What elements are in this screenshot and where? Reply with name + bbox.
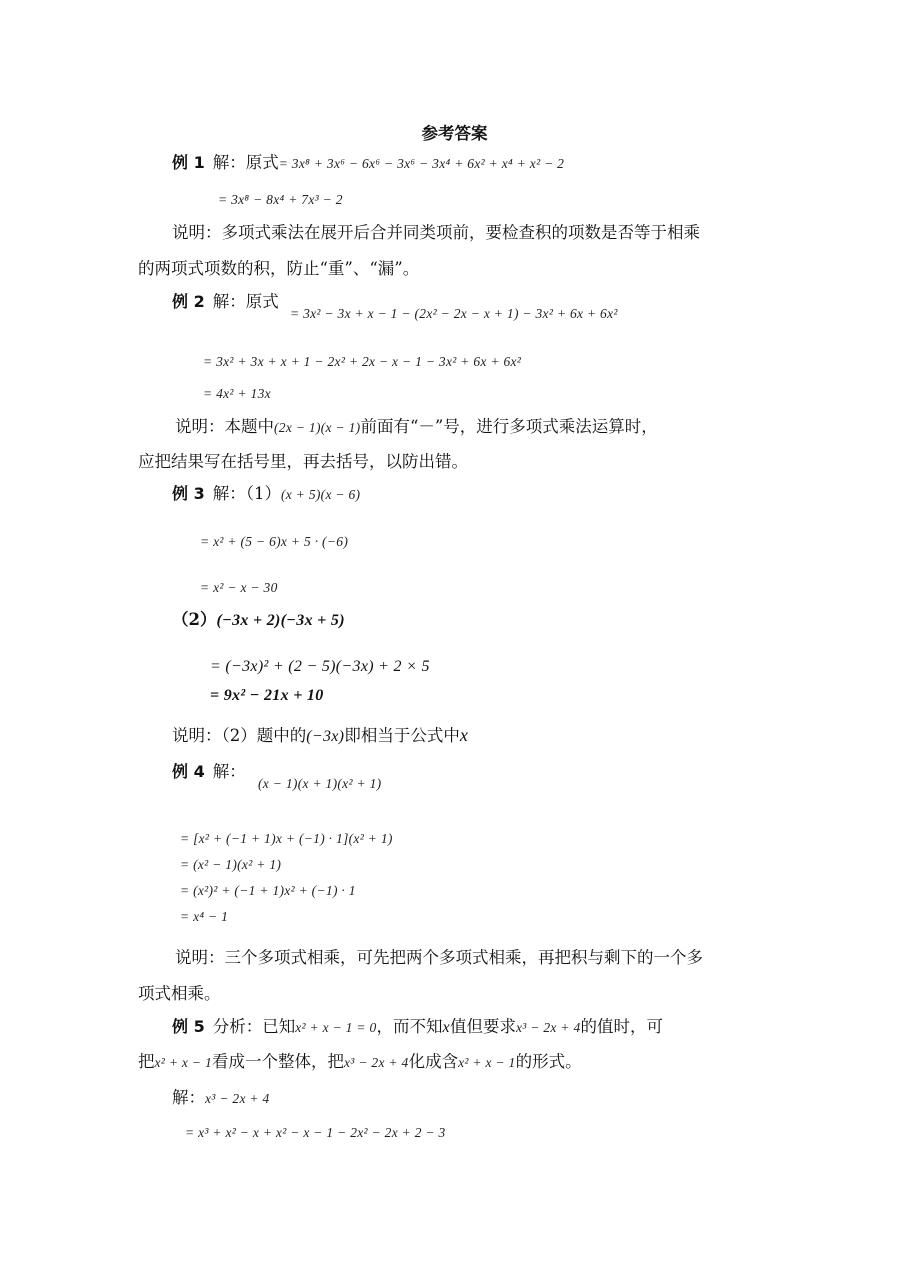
solution-prefix: 解： bbox=[172, 1088, 205, 1107]
solution-prefix: 解：原式 bbox=[212, 153, 279, 172]
math-expression: = (x² − 1)(x² + 1) bbox=[180, 857, 282, 872]
example-5-solution-line-1 bbox=[172, 1087, 270, 1110]
note-text: 前面有“－”号，进行多项式乘法运算时， bbox=[360, 417, 658, 436]
math-expression: x³ − 2x + 4 bbox=[515, 1020, 581, 1035]
page-title: 参考答案 bbox=[421, 124, 488, 143]
analysis-text: ，而不知 bbox=[376, 1017, 443, 1036]
example-4-note-line-2: 项式相乘。 bbox=[138, 984, 221, 1003]
example-label: 例 2 bbox=[172, 292, 205, 311]
math-expression: (x − 1)(x + 1)(x² + 1) bbox=[258, 776, 382, 791]
example-2-note-line-1 bbox=[175, 416, 658, 439]
example-2-line-1 bbox=[172, 291, 279, 313]
example-3-part-2 bbox=[172, 609, 345, 632]
note-text: 说明：本题中 bbox=[175, 417, 274, 436]
math-expression: (−3x) bbox=[306, 728, 345, 745]
example-3-part-1-step-1 bbox=[200, 530, 348, 553]
example-4-line-1 bbox=[172, 761, 246, 783]
math-variable: x bbox=[459, 725, 469, 745]
example-label: 例 1 bbox=[172, 153, 205, 172]
solution-prefix: 解：原式 bbox=[212, 292, 279, 311]
math-expression: x² + x − 1 = 0 bbox=[295, 1020, 377, 1035]
part-label: （2） bbox=[172, 610, 217, 629]
math-variable: x bbox=[442, 1019, 450, 1036]
math-expression: = (x²)² + (−1 + 1)x² + (−1) · 1 bbox=[180, 883, 356, 898]
math-expression: = 9x² − 21x + 10 bbox=[210, 687, 324, 704]
math-expression: = 3x⁸ − 8x⁴ + 7x³ − 2 bbox=[218, 192, 343, 207]
math-expression: = 3x⁸ + 3x⁶ − 6x⁶ − 3x⁶ − 3x⁴ + 6x² + x⁴ + x² − 2 bbox=[278, 156, 565, 171]
example-label: 例 4 bbox=[172, 762, 205, 781]
math-expression: = 3x² + 3x + x + 1 − 2x² + 2x − x − 1 − 3x² + 6x + 6x² bbox=[203, 354, 522, 369]
math-expression: x³ − 2x + 4 bbox=[205, 1091, 270, 1106]
solution-prefix: 解： bbox=[212, 762, 246, 781]
example-5-analysis-line-2 bbox=[138, 1051, 582, 1074]
example-3-line-1 bbox=[172, 483, 360, 506]
analysis-text: 看成一个整体，把 bbox=[212, 1052, 345, 1071]
example-2-note-line-2: 应把结果写在括号里，再去括号，以防出错。 bbox=[138, 452, 468, 471]
math-expression: (x + 5)(x − 6) bbox=[280, 487, 361, 502]
example-4-note-line-1: 说明：三个多项式相乘，可先把两个多项式相乘，再把积与剩下的一个多 bbox=[175, 948, 703, 967]
example-5-solution-line-2 bbox=[185, 1121, 446, 1144]
math-expression: x² + x − 1 bbox=[154, 1055, 213, 1070]
math-expression: (2x − 1)(x − 1) bbox=[274, 420, 361, 435]
note-text: 说明：（2）题中的 bbox=[172, 726, 307, 745]
math-expression: x² + x − 1 bbox=[458, 1055, 516, 1070]
math-expression: x³ − 2x + 4 bbox=[344, 1055, 409, 1070]
math-expression: = x⁴ − 1 bbox=[180, 909, 229, 924]
math-expression: = x² − x − 30 bbox=[200, 580, 278, 595]
example-1-line-2 bbox=[218, 188, 343, 211]
math-expression: = 3x² − 3x + x − 1 − (2x² − 2x − x + 1) − 3x² + 6x + 6x² bbox=[290, 306, 618, 321]
analysis-text: 的值时，可 bbox=[580, 1017, 663, 1036]
solution-prefix: 解：（1） bbox=[212, 484, 281, 503]
example-3-part-2-step-1 bbox=[210, 655, 430, 678]
math-expression: (−3x + 2)(−3x + 5) bbox=[216, 612, 345, 629]
math-expression: = [x² + (−1 + 1)x + (−1) · 1](x² + 1) bbox=[180, 831, 393, 846]
note-text: 即相当于公式中 bbox=[344, 726, 460, 745]
analysis-text: 分析：已知 bbox=[212, 1017, 296, 1036]
analysis-text: 值但要求 bbox=[449, 1017, 516, 1036]
example-4-step-1 bbox=[180, 827, 393, 850]
example-3-part-2-step-2 bbox=[210, 684, 324, 707]
example-5-analysis-line-1 bbox=[172, 1016, 663, 1039]
math-expression: = x³ + x² − x + x² − x − 1 − 2x² − 2x + 2 − 3 bbox=[185, 1125, 446, 1140]
example-4-step-2 bbox=[180, 853, 281, 876]
analysis-text: 的形式。 bbox=[515, 1052, 582, 1071]
example-2-expr-1 bbox=[290, 302, 618, 325]
example-1-note-line-2: 的两项式项数的积，防止“重”、“漏”。 bbox=[138, 259, 420, 278]
math-expression: = x² + (5 − 6)x + 5 · (−6) bbox=[200, 534, 349, 549]
example-1-note-line-1: 说明：多项式乘法在展开后合并同类项前，要检查积的项数是否等于相乘 bbox=[172, 223, 700, 242]
example-2-expr-2 bbox=[203, 350, 521, 373]
example-label: 例 3 bbox=[172, 484, 205, 503]
math-expression: = (−3x)² + (2 − 5)(−3x) + 2 × 5 bbox=[210, 658, 430, 675]
example-2-expr-3 bbox=[203, 382, 271, 405]
example-4-step-3 bbox=[180, 879, 356, 902]
example-4-step-4 bbox=[180, 905, 228, 928]
math-expression: = 4x² + 13x bbox=[203, 386, 271, 401]
analysis-text: 化成含 bbox=[408, 1052, 459, 1071]
example-3-note bbox=[172, 724, 468, 748]
example-label: 例 5 bbox=[172, 1017, 205, 1036]
analysis-text: 把 bbox=[138, 1052, 155, 1071]
example-3-part-1-step-2 bbox=[200, 576, 278, 599]
example-1-line-1 bbox=[172, 152, 564, 175]
example-4-expr bbox=[258, 772, 381, 795]
